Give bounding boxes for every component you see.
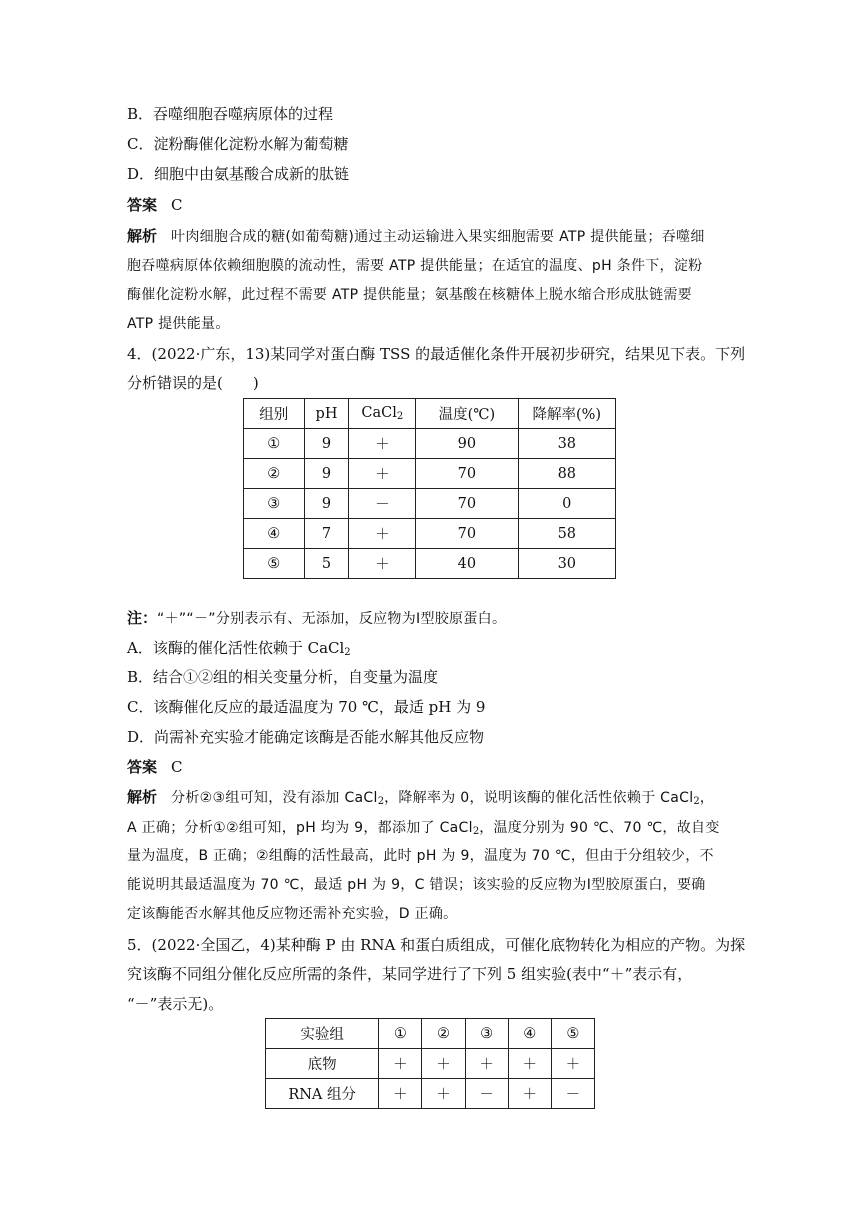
q4-table xyxy=(243,398,616,579)
table-row xyxy=(244,429,616,459)
q3-option-b: B．吞噬细胞吞噬病原体的过程 xyxy=(127,105,334,123)
table-header-cell: ④ xyxy=(508,1019,551,1049)
note-label: 注： xyxy=(127,609,158,627)
table-cell: 5 xyxy=(304,549,349,579)
table-cell: － xyxy=(551,1079,594,1109)
table-cell: － xyxy=(349,489,416,519)
table-cell: ① xyxy=(244,429,305,459)
q4-analysis-line-1: 解析 分析②③组可知，没有添加 CaCl$_2$，降解率为 0，说明该酶的催化活性依赖于 CaCl$_2$， xyxy=(127,788,715,807)
q4-analysis-line-4: 能说明其最适温度为 70 ℃，最适 pH 为 9，C 错误；该实验的反应物为Ⅰ型胶原蛋白，要确 xyxy=(127,877,706,893)
table-cell: ＋ xyxy=(422,1079,465,1109)
q4-option-a: A．该酶的催化活性依赖于 CaCl$_2$ xyxy=(127,639,351,658)
table-cell: ＋ xyxy=(422,1049,465,1079)
table-cell: － xyxy=(465,1079,508,1109)
table-header-cell: ① xyxy=(379,1019,422,1049)
q4-stem-line-2: 分析错误的是( ) xyxy=(127,374,259,392)
table-header-cell: 实验组 xyxy=(266,1019,379,1049)
q5-table xyxy=(265,1018,595,1109)
table-header-cell: 温度(℃) xyxy=(416,399,518,429)
note-text: “＋”“－”分别表示有、无添加，反应物为Ⅰ型胶原蛋白。 xyxy=(157,611,507,627)
q3-answer xyxy=(127,194,183,216)
table-cell: ＋ xyxy=(349,549,416,579)
table-row xyxy=(244,489,616,519)
table-cell: 58 xyxy=(518,519,615,549)
table-cell: ④ xyxy=(244,519,305,549)
q3-analysis-line-3: 酶催化淀粉水解，此过程不需要 ATP 提供能量；氨基酸在核糖体上脱水缩合形成肽链需要 xyxy=(127,287,692,303)
table-header-cell: ③ xyxy=(465,1019,508,1049)
table-cell: 9 xyxy=(304,429,349,459)
table-header-cell: pH xyxy=(304,399,349,429)
table-cell: 9 xyxy=(304,489,349,519)
table-header-row xyxy=(266,1019,595,1049)
table-cell: ⑤ xyxy=(244,549,305,579)
table-row xyxy=(266,1049,595,1079)
answer-value: C xyxy=(171,758,183,776)
table-header-cell: ⑤ xyxy=(551,1019,594,1049)
answer-label: 答案 xyxy=(127,196,158,214)
table-cell: RNA 组分 xyxy=(266,1079,379,1109)
table-cell: ③ xyxy=(244,489,305,519)
table-row xyxy=(244,519,616,549)
q4-option-b: B．结合①②组的相关变量分析，自变量为温度 xyxy=(127,668,439,686)
q3-option-d: D．细胞中由氨基酸合成新的肽链 xyxy=(127,165,350,183)
table-cell: ＋ xyxy=(349,459,416,489)
table-row xyxy=(244,459,616,489)
table-cell: ＋ xyxy=(379,1079,422,1109)
table-cell: ＋ xyxy=(465,1049,508,1079)
q4-option-c: C．该酶催化反应的最适温度为 70 ℃，最适 pH 为 9 xyxy=(127,698,486,716)
q5-stem-line-1: 5．(2022·全国乙，4)某种酶 P 由 RNA 和蛋白质组成，可催化底物转化为相应的产物。为探 xyxy=(127,936,746,954)
q4-answer xyxy=(127,756,183,778)
analysis-text: 叶肉细胞合成的糖(如葡萄糖)通过主动运输进入果实细胞需要 ATP 提供能量；吞噬细 xyxy=(171,229,705,245)
q4-stem-line-1: 4．(2022·广东，13)某同学对蛋白酶 TSS 的最适催化条件开展初步研究，结果见下表。下列 xyxy=(127,345,746,363)
table-cell: 70 xyxy=(416,489,518,519)
table-header-cell: ② xyxy=(422,1019,465,1049)
table-cell: ＋ xyxy=(379,1049,422,1079)
table-row xyxy=(266,1079,595,1109)
table-cell: 40 xyxy=(416,549,518,579)
table-cell: 9 xyxy=(304,459,349,489)
table-cell: 38 xyxy=(518,429,615,459)
table-header-cell: CaCl$_2$ xyxy=(349,399,416,429)
table-cell: ＋ xyxy=(349,429,416,459)
table-cell: ② xyxy=(244,459,305,489)
table-cell: ＋ xyxy=(508,1079,551,1109)
table-row xyxy=(244,549,616,579)
table-cell: 7 xyxy=(304,519,349,549)
q3-analysis-line-1 xyxy=(127,225,705,248)
q3-analysis-line-2: 胞吞噬病原体依赖细胞膜的流动性，需要 ATP 提供能量；在适宜的温度、pH 条件下，淀粉 xyxy=(127,258,703,274)
answer-label: 答案 xyxy=(127,758,158,776)
table-header-cell: 组别 xyxy=(244,399,305,429)
table-cell: ＋ xyxy=(551,1049,594,1079)
table-cell: ＋ xyxy=(349,519,416,549)
table-cell: 70 xyxy=(416,459,518,489)
table-cell: 90 xyxy=(416,429,518,459)
q5-stem-line-2: 究该酶不同组分催化反应所需的条件，某同学进行了下列 5 组实验(表中“＋”表示有， xyxy=(127,965,693,983)
table-header-row xyxy=(244,399,616,429)
q4-analysis-line-5: 定该酶能否水解其他反应物还需补充实验，D 正确。 xyxy=(127,906,458,922)
q4-note xyxy=(127,607,506,630)
table-cell: 30 xyxy=(518,549,615,579)
q3-option-c: C．淀粉酶催化淀粉水解为葡萄糖 xyxy=(127,135,349,153)
analysis-label: 解析 xyxy=(127,227,158,245)
q4-option-d: D．尚需补充实验才能确定该酶是否能水解其他反应物 xyxy=(127,728,485,746)
answer-value: C xyxy=(171,196,183,214)
analysis-label: 解析 xyxy=(127,788,158,806)
q4-analysis-line-3: 量为温度，B 正确；②组酶的活性最高，此时 pH 为 9，温度为 70 ℃，但由于分组较少，不 xyxy=(127,848,714,864)
q5-stem-line-3: “－”表示无)。 xyxy=(127,995,224,1013)
table-cell: 0 xyxy=(518,489,615,519)
table-cell: 70 xyxy=(416,519,518,549)
table-cell: 底物 xyxy=(266,1049,379,1079)
table-cell: ＋ xyxy=(508,1049,551,1079)
q4-analysis-line-2: A 正确；分析①②组可知，pH 均为 9，都添加了 CaCl$_2$，温度分别为 90 ℃、70 ℃，故自变 xyxy=(127,820,720,837)
table-header-cell: 降解率(%) xyxy=(518,399,615,429)
table-cell: 88 xyxy=(518,459,615,489)
q3-analysis-line-4: ATP 提供能量。 xyxy=(127,316,230,332)
